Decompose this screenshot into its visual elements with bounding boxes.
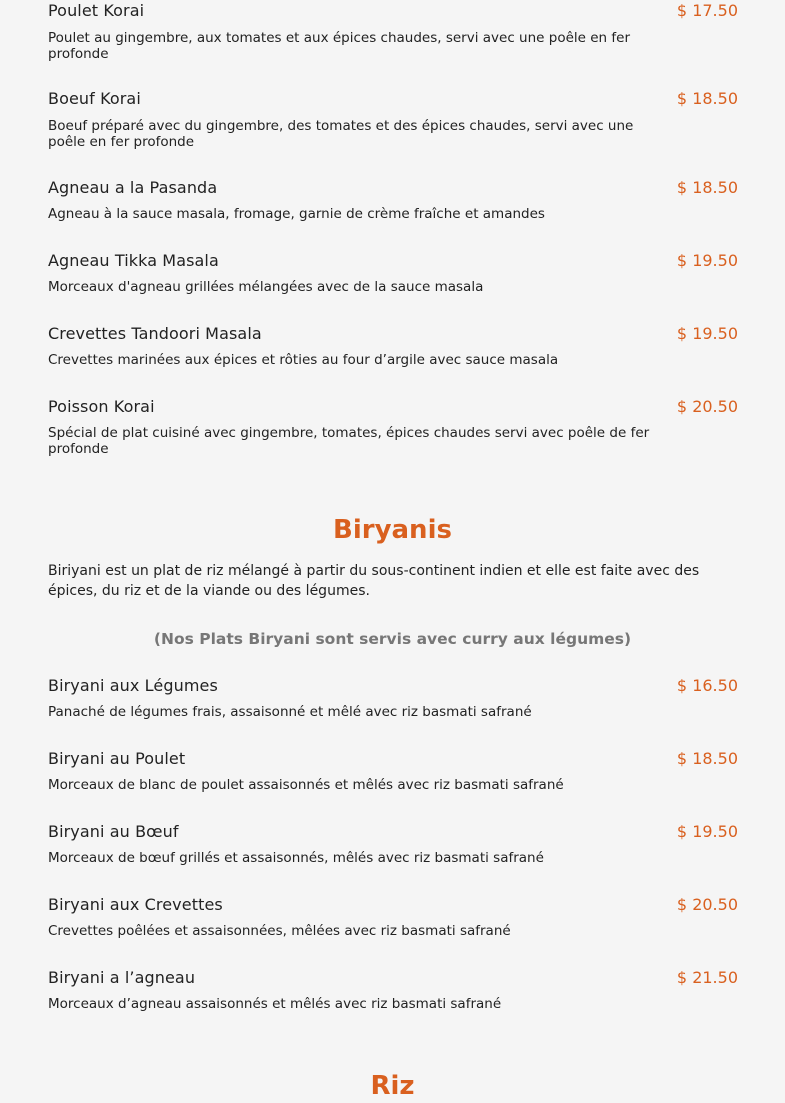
item-price: $ 20.50 — [676, 397, 738, 416]
item-name: Biryani aux Légumes — [48, 676, 218, 695]
item-name: Poisson Korai — [48, 397, 155, 416]
item-price: $ 16.50 — [676, 676, 738, 695]
item-price: $ 18.50 — [676, 89, 738, 108]
item-name: Boeuf Korai — [48, 89, 141, 108]
item-price: $ 18.50 — [676, 749, 738, 768]
item-name: Crevettes Tandoori Masala — [48, 324, 262, 343]
item-name: Biryani aux Crevettes — [48, 895, 223, 914]
item-price: $ 19.50 — [676, 324, 738, 343]
item-price: $ 19.50 — [676, 251, 738, 270]
item-description: Morceaux d'agneau grillées mélangées avec de la sauce masala — [48, 279, 484, 295]
section-title-riz: Riz — [370, 1071, 415, 1101]
item-name: Biryani au Poulet — [48, 749, 186, 768]
item-name: Agneau a la Pasanda — [48, 178, 218, 197]
item-price: $ 19.50 — [676, 822, 738, 841]
item-description: Crevettes marinées aux épices et rôties au four d’argile avec sauce masala — [48, 352, 559, 368]
item-description: Morceaux de blanc de poulet assaisonnés et mêlés avec riz basmati safrané — [48, 777, 564, 793]
section-title-biryanis: Biryanis — [333, 515, 452, 545]
item-name: Biryani a l’agneau — [48, 968, 196, 987]
item-description: Boeuf préparé avec du gingembre, des tomates et des épices chaudes, servi avec une poêle en fer profonde — [48, 118, 634, 150]
section-note: (Nos Plats Biryani sont servis avec curry aux légumes) — [153, 630, 632, 648]
item-description: Crevettes poêlées et assaisonnées, mêlées avec riz basmati safrané — [48, 923, 511, 939]
item-description: Agneau à la sauce masala, fromage, garnie de crème fraîche et amandes — [48, 206, 545, 222]
item-price: $ 17.50 — [676, 1, 738, 20]
item-description: Morceaux d’agneau assaisonnés et mêlés avec riz basmati safrané — [48, 996, 502, 1012]
item-price: $ 21.50 — [676, 968, 738, 987]
item-name: Biryani au Bœuf — [48, 822, 179, 841]
item-price: $ 20.50 — [676, 895, 738, 914]
item-price: $ 18.50 — [676, 178, 738, 197]
item-description: Morceaux de bœuf grillés et assaisonnés, mêlés avec riz basmati safrané — [48, 850, 544, 866]
item-name: Poulet Korai — [48, 1, 145, 20]
item-name: Agneau Tikka Masala — [48, 251, 219, 270]
item-description: Panaché de légumes frais, assaisonné et mêlé avec riz basmati safrané — [48, 704, 532, 720]
section-intro: Biriyani est un plat de riz mélangé à partir du sous-continent indien et elle est faite avec des épices, du riz et de la viande ou des légumes. — [48, 563, 700, 599]
item-description: Poulet au gingembre, aux tomates et aux épices chaudes, servi avec une poêle en fer profonde — [48, 30, 630, 62]
item-description: Spécial de plat cuisiné avec gingembre, tomates, épices chaudes servi avec poêle de fer profonde — [48, 425, 650, 457]
